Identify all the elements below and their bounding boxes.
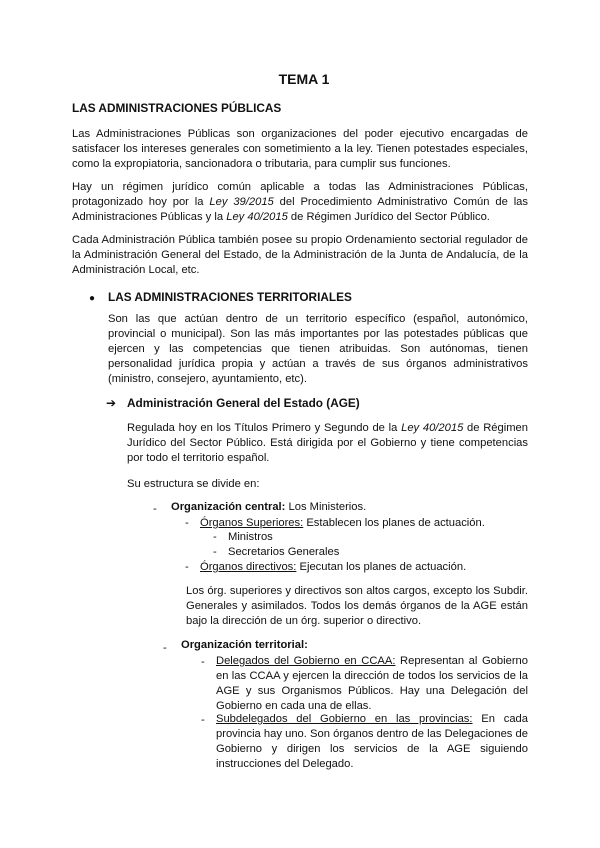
superior-value: Establecen los planes de actuación. <box>303 517 485 529</box>
text-segment: de Régimen Jurídico del Sector Público. Está dirigida por el Gobierno y tiene competencias por todo el territorio español. <box>127 422 528 464</box>
list-dash: - <box>185 517 189 529</box>
list-dash: - <box>201 714 205 726</box>
section-heading-territoriales: LAS ADMINISTRACIONES TERRITORIALES <box>108 290 352 304</box>
text-segment: del Procedimiento Administrativo Común de las Administraciones Públicas y la <box>72 196 528 223</box>
directive-value: Ejecutan los planes de actuación. <box>296 561 467 573</box>
list-dash: - <box>153 503 157 515</box>
legal-regime-paragraph <box>72 180 528 225</box>
age-heading: Administración General del Estado (AGE) <box>127 396 360 410</box>
superior-organs <box>200 516 485 531</box>
territoriales-paragraph: Son las que actúan dentro de un territorio específico (español, autonómico, provincial o municipal). Son las más importantes por las potestades públicas que ejercen y las competencias que tienen atribuidas. Son autónomas, tienen personalidad jurídica propia y actúan a través de sus órganos administrativos (ministro, consejero, ayuntamiento, etc). <box>108 313 528 385</box>
list-item: Ministros <box>228 531 273 543</box>
list-dash: - <box>213 546 217 558</box>
structure-intro: Su estructura se divide en: <box>127 478 260 490</box>
directive-label: Órganos directivos: <box>200 561 297 573</box>
age-paragraph <box>127 421 528 466</box>
subdelegates-value: En cada provincia hay uno. Son órganos dentro de las Delegaciones de Gobierno y dirigen los servicios de la AGE siguiendo instrucciones del Delegado. <box>216 713 528 770</box>
delegates-item <box>216 654 528 714</box>
page-title: TEMA 1 <box>278 71 330 87</box>
list-dash: - <box>185 561 189 573</box>
directive-organs <box>200 560 466 575</box>
superior-label: Órganos Superiores: <box>200 517 304 529</box>
text-segment: de Régimen Jurídico del Sector Público. <box>287 211 490 223</box>
arrow-icon: ➔ <box>106 396 117 410</box>
high-officials-note: Los órg. superiores y directivos son altos cargos, excepto los Subdir. Generales y asimilados. Todos los demás órganos de la AGE están bajo la dirección de un órg. superior o directivo. <box>186 585 528 627</box>
main-heading: LAS ADMINISTRACIONES PÚBLICAS <box>72 101 282 115</box>
central-value: Los Ministerios. <box>285 501 367 513</box>
law-reference: Ley 39/2015 <box>209 196 274 208</box>
list-dash: - <box>213 531 217 543</box>
central-organization <box>171 500 366 515</box>
central-label: Organización central: <box>171 501 286 513</box>
text-segment: Regulada hoy en los Títulos Primero y Segundo de la <box>127 422 402 434</box>
subdelegates-label: Subdelegados del Gobierno en las provincias: <box>216 713 473 725</box>
intro-paragraph: Las Administraciones Públicas son organizaciones del poder ejecutivo encargadas de satisfacer los intereses generales con sometimiento a la ley. Tienen potestades especiales, como la expropiatoria, sancionadora o tributaria, para cumplir sus funciones. <box>72 128 528 170</box>
delegates-label: Delegados del Gobierno en CCAA: <box>216 655 396 667</box>
text-segment: Hay un régimen jurídico común aplicable a todas las Administraciones Públicas, protagonizado hoy por la <box>72 181 528 208</box>
list-item: Secretarios Generales <box>228 546 340 558</box>
law-reference: Ley 40/2015 <box>226 211 288 223</box>
sectoral-paragraph: Cada Administración Pública también posee su propio Ordenamiento sectorial regulador de la Administración General del Estado, de la Administración de la Junta de Andalucía, de la Administración Local, etc. <box>72 234 528 276</box>
subdelegates-item <box>216 712 528 772</box>
list-dash: - <box>163 642 167 654</box>
bullet-icon: ● <box>89 293 96 304</box>
list-dash: - <box>201 656 205 668</box>
law-reference: Ley 40/2015 <box>401 422 464 434</box>
delegates-value: Representan al Gobierno en las CCAA y ejercen la dirección de todos los servicios de la AGE y sus Organismos Públicos. Hay una Delegación del Gobierno en cada una de ellas. <box>216 655 528 712</box>
territorial-label: Organización territorial: <box>181 639 308 651</box>
